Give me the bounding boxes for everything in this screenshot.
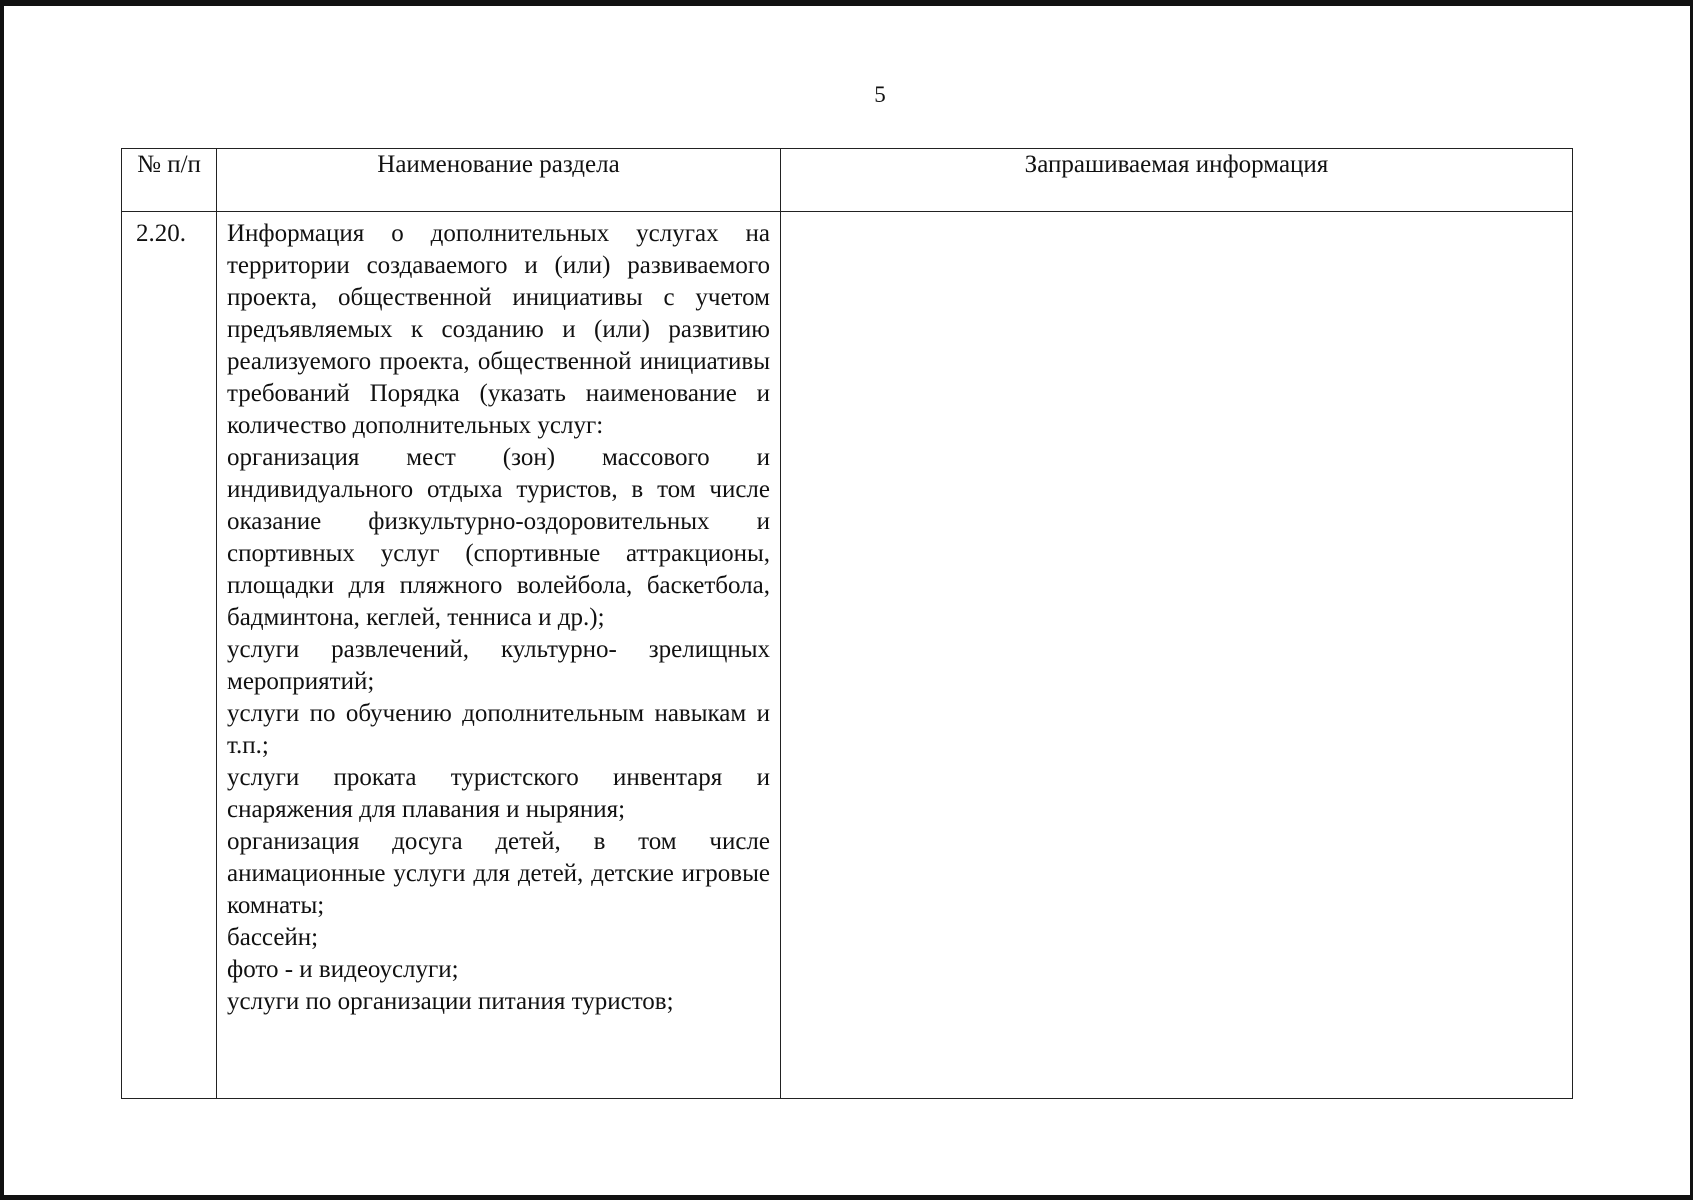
section-paragraph: организация мест (зон) массового и индивидуального отдыха туристов, в том числе оказание физкультурно-оздоровительных и спортивных услуг (спортивные аттракционы, площадки для пляжного волейбола, баскетбола, бадминтона, кеглей, тенниса и др.); (227, 444, 770, 631)
table-header-row (122, 149, 1573, 212)
header-section-name: Наименование раздела (217, 149, 781, 212)
row-number: 2.20. (122, 212, 217, 1099)
header-num: № п/п (122, 149, 217, 212)
row-requested-info (781, 212, 1573, 1099)
section-paragraph: организация досуга детей, в том числе анимационные услуги для детей, детские игровые комнаты; (227, 828, 770, 919)
section-paragraph: Информация о дополнительных услугах на территории создаваемого и (или) развиваемого проекта, общественной инициативы с учетом предъявляемых к созданию и (или) развитию реализуемого проекта, общественной инициативы требований Порядка (указать наименование и количество дополнительных услуг: (227, 220, 770, 439)
section-paragraph: услуги по организации питания туристов; (227, 988, 674, 1015)
scan-border-left (0, 0, 4, 1200)
row-section-text (217, 212, 781, 1099)
requested-info-table (121, 148, 1573, 1099)
section-paragraph: услуги проката туристского инвентаря и снаряжения для плавания и ныряния; (227, 764, 770, 823)
table-row (122, 212, 1573, 1099)
scan-border-bottom (0, 1195, 1693, 1200)
scan-border-top (0, 0, 1693, 6)
header-requested-info: Запрашиваемая информация (781, 149, 1573, 212)
page-number: 5 (874, 82, 886, 107)
section-paragraph: услуги развлечений, культурно- зрелищных мероприятий; (227, 636, 770, 695)
section-paragraph: услуги по обучению дополнительным навыкам и т.п.; (227, 700, 770, 759)
section-paragraph: фото - и видеоуслуги; (227, 956, 459, 983)
section-paragraph: бассейн; (227, 924, 319, 951)
